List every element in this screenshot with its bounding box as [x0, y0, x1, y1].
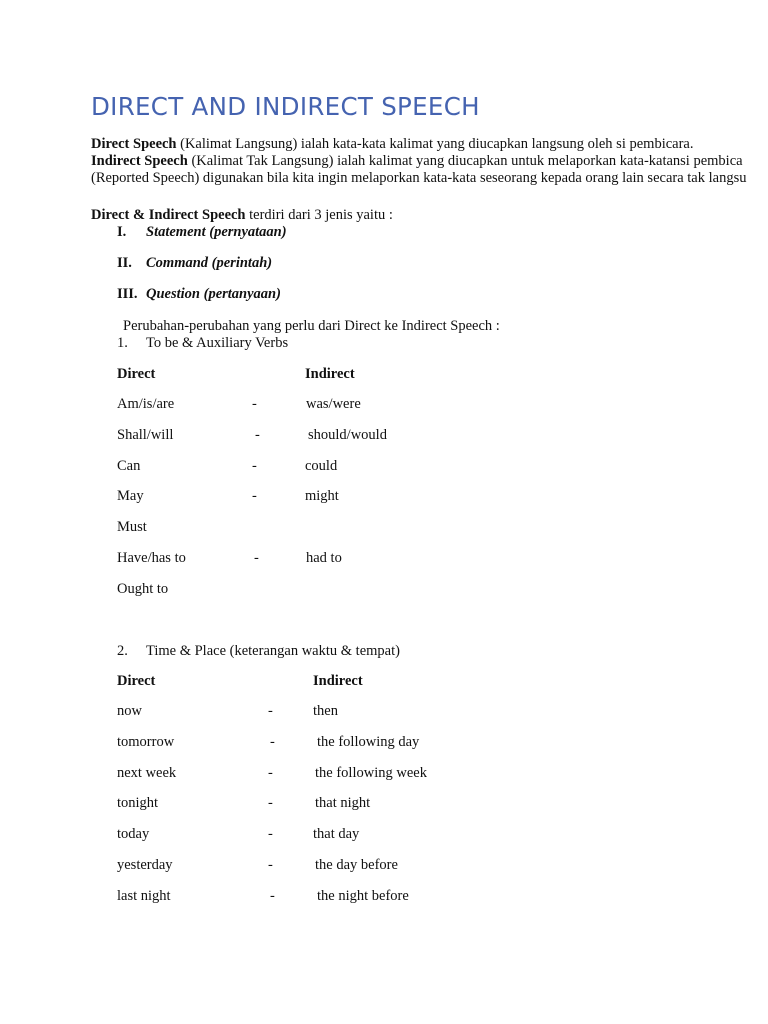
row-dash: -	[268, 795, 273, 811]
section-title: To be & Auxiliary Verbs	[146, 335, 289, 351]
row-dash: -	[270, 888, 275, 904]
row-dash: -	[268, 857, 273, 873]
indirect-speech-term: Indirect Speech	[91, 153, 188, 169]
row-direct-word: tomorrow	[117, 734, 175, 750]
row-direct-word: Can	[117, 458, 141, 474]
row-dash: -	[270, 734, 275, 750]
row-indirect-word: was/were	[306, 396, 361, 412]
row-dash: -	[252, 458, 257, 474]
intro-reported-speech-line: (Reported Speech) digunakan bila kita ingin melaporkan kata-kata seseorang kepada orang lain secara tak langsu	[91, 170, 747, 186]
row-direct-word: Ought to	[117, 581, 169, 597]
row-indirect-word: that night	[315, 795, 371, 811]
page-title: DIRECT AND INDIRECT SPEECH	[91, 92, 480, 121]
changes-intro: Perubahan-perubahan yang perlu dari Direct ke Indirect Speech :	[123, 318, 500, 334]
row-direct-word: today	[117, 826, 150, 842]
row-dash: -	[252, 396, 257, 412]
type-number: III.	[117, 286, 138, 302]
row-direct-word: Am/is/are	[117, 396, 175, 412]
row-indirect-word: should/would	[308, 427, 387, 443]
direct-speech-term: Direct Speech	[91, 136, 177, 152]
row-dash: -	[252, 488, 257, 504]
types-intro-term: Direct & Indirect Speech	[91, 207, 246, 223]
row-direct-word: Have/has to	[117, 550, 186, 566]
type-label: Statement (pernyataan)	[146, 224, 287, 240]
row-dash: -	[268, 703, 273, 719]
row-direct-word: now	[117, 703, 142, 719]
row-indirect-word: the day before	[315, 857, 398, 873]
type-item-command	[117, 255, 272, 272]
row-indirect-word: might	[305, 488, 339, 504]
section-2-heading	[117, 642, 400, 660]
row-direct-word: Shall/will	[117, 427, 174, 443]
row-direct-word: yesterday	[117, 857, 173, 873]
intro-direct-speech-line	[91, 135, 694, 153]
section-title: Time & Place (keterangan waktu & tempat)	[146, 643, 400, 659]
row-indirect-word: that day	[313, 826, 360, 842]
direct-speech-definition: (Kalimat Langsung) ialah kata-kata kalimat yang diucapkan langsung oleh si pembicara.	[176, 136, 694, 152]
type-number: II.	[117, 255, 132, 271]
intro-indirect-speech-line	[91, 152, 743, 170]
row-direct-word: last night	[117, 888, 171, 904]
section-number: 2.	[117, 643, 128, 659]
types-intro	[91, 206, 393, 224]
type-item-statement	[117, 224, 287, 241]
section-1-heading	[117, 334, 288, 352]
column-header-indirect: Indirect	[313, 673, 363, 689]
row-direct-word: tonight	[117, 795, 159, 811]
indirect-speech-definition: (Kalimat Tak Langsung) ialah kalimat yang diucapkan untuk melaporkan kata-katansi pembica	[187, 153, 743, 169]
type-number: I.	[117, 224, 127, 240]
column-header-direct: Direct	[117, 673, 156, 689]
row-indirect-word: then	[313, 703, 338, 719]
type-item-question	[117, 286, 281, 303]
row-indirect-word: could	[305, 458, 338, 474]
types-intro-text: terdiri dari 3 jenis yaitu :	[245, 207, 393, 223]
type-label: Question (pertanyaan)	[146, 286, 281, 302]
section-number: 1.	[117, 335, 128, 351]
row-dash: -	[268, 765, 273, 781]
row-direct-word: May	[117, 488, 144, 504]
column-header-indirect: Indirect	[305, 366, 355, 382]
row-indirect-word: the following week	[315, 765, 427, 781]
row-indirect-word: had to	[306, 550, 342, 566]
row-dash: -	[268, 826, 273, 842]
row-indirect-word: the following day	[317, 734, 420, 750]
row-indirect-word: the night before	[317, 888, 409, 904]
type-label: Command (perintah)	[146, 255, 273, 271]
column-header-direct: Direct	[117, 366, 156, 382]
row-dash: -	[254, 550, 259, 566]
row-direct-word: next week	[117, 765, 177, 781]
row-direct-word: Must	[117, 519, 147, 535]
row-dash: -	[255, 427, 260, 443]
